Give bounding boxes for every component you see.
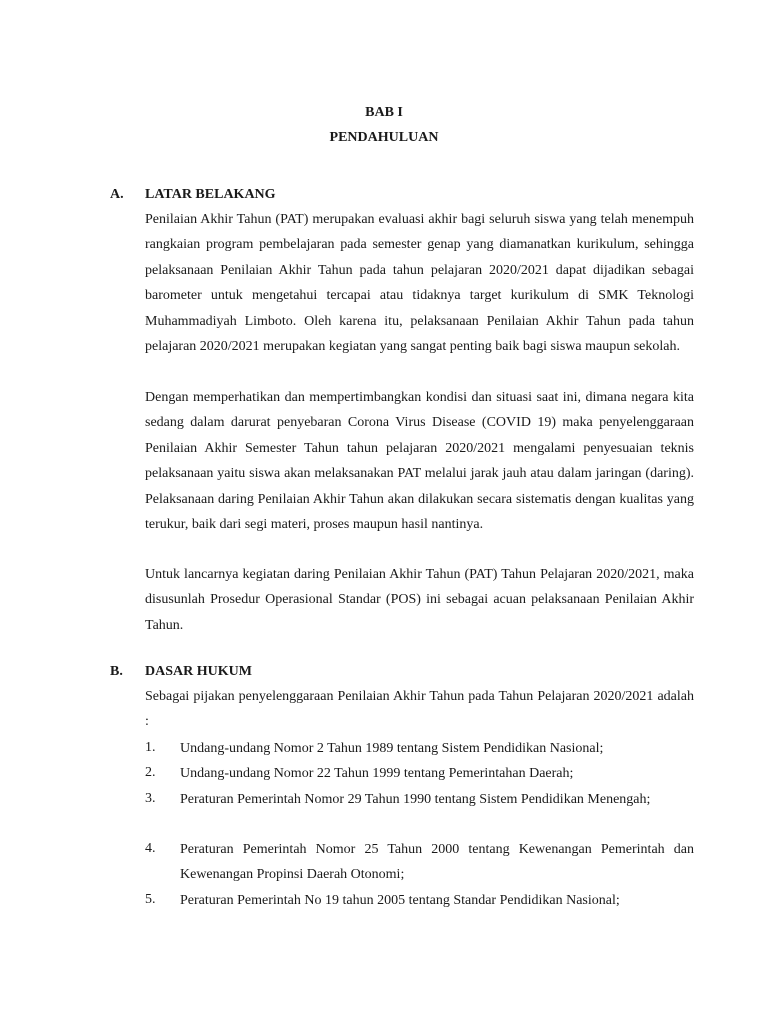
section-b-intro: Sebagai pijakan penyelenggaraan Penilaian Akhir Tahun pada Tahun Pelajaran 2020/2021 adalah :: [145, 689, 694, 730]
section-a-paragraph-2: Dengan memperhatikan dan mempertimbangkan kondisi dan situasi saat ini, dimana negara kita sedang dalam darurat penyebaran Corona Virus Disease (COVID 19) maka penyelenggaraan Penilaian Akhir Semester Tahun tahun pelajaran 2020/2021 mengalami penyesuaian teknis pelaksanaan yaitu siswa akan melaksanakan PAT melalui jarak jauh atau dalam jaringan (daring). Pelaksanaan daring Penilaian Akhir Tahun akan dilakukan secara sistematis dengan kualitas yang terukur, baik dari segi materi, proses maupun hasil nantinya.: [145, 390, 694, 533]
section-a-heading: [0, 187, 768, 209]
section-a-paragraph-3: Untuk lancarnya kegiatan daring Penilaian Akhir Tahun (PAT) Tahun Pelajaran 2020/2021, maka disusunlah Prosedur Operasional Standar (POS) ini sebagai acuan pelaksanaan Penilaian Akhir Tahun.: [145, 567, 694, 633]
section-a-title: LATAR BELAKANG: [145, 187, 276, 202]
chapter-title: PENDAHULUAN: [329, 130, 439, 145]
section-a-paragraph-1: Penilaian Akhir Tahun (PAT) merupakan evaluasi akhir bagi seluruh siswa yang telah menempuh rangkaian program pembelajaran pada semester genap yang diamanatkan kurikulum, sehingga pelaksanaan Penilaian Akhir Tahun pada tahun pelajaran 2020/2021 dapat dijadikan sebagai barometer untuk mengetahui tercapai atau tidaknya target kurikulum di SMK Teknologi Muhammadiyah Limboto. Oleh karena itu, pelaksanaan Penilaian Akhir Tahun pada tahun pelajaran 2020/2021 merupakan kegiatan yang sangat penting baik bagi siswa maupun sekolah.: [145, 212, 694, 355]
list-item-text: Undang-undang Nomor 2 Tahun 1989 tentang Sistem Pendidikan Nasional;: [180, 741, 604, 756]
section-b-title: DASAR HUKUM: [145, 664, 252, 679]
chapter-number: BAB I: [365, 105, 403, 120]
section-a-letter: A.: [110, 187, 124, 202]
list-item-number: 2.: [145, 765, 156, 780]
list-item-number: 4.: [145, 841, 156, 856]
list-item-text: Peraturan Pemerintah Nomor 25 Tahun 2000 tentang Kewenangan Pemerintah dan Kewenangan Propinsi Daerah Otonomi;: [180, 842, 694, 883]
list-item-number: 3.: [145, 791, 156, 806]
section-b-heading: [0, 664, 768, 686]
list-item-number: 1.: [145, 740, 156, 755]
list-item-text: Undang-undang Nomor 22 Tahun 1999 tentang Pemerintahan Daerah;: [180, 766, 574, 781]
list-item-text: Peraturan Pemerintah No 19 tahun 2005 tentang Standar Pendidikan Nasional;: [180, 893, 620, 908]
list-item-text: Peraturan Pemerintah Nomor 29 Tahun 1990 tentang Sistem Pendidikan Menengah;: [180, 792, 651, 807]
section-b-letter: B.: [110, 664, 123, 679]
list-item-number: 5.: [145, 892, 156, 907]
